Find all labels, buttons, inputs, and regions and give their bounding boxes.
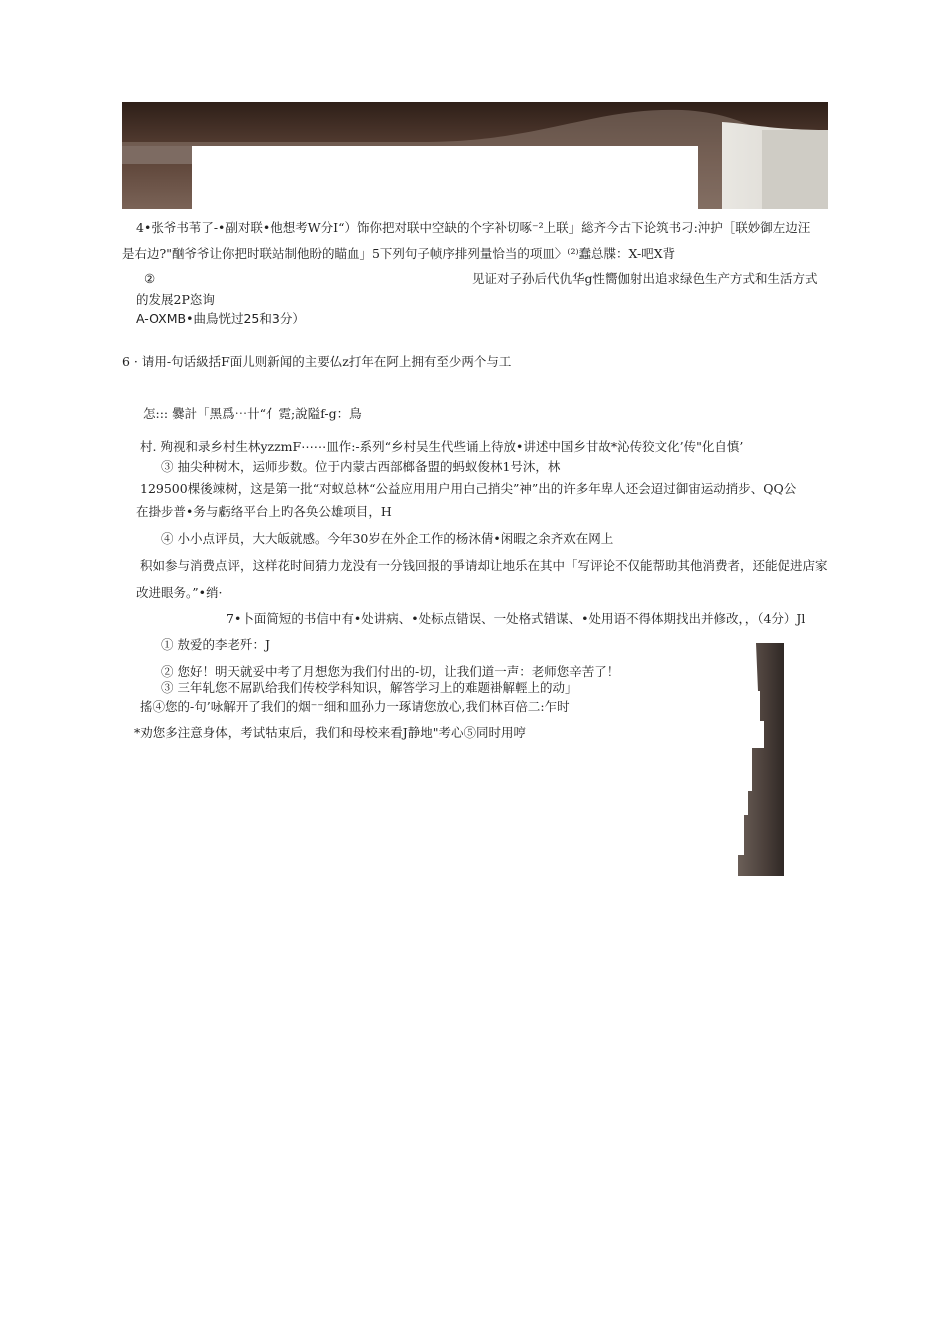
question-7-title: 7•卜面简短的书信中有•处讲病、•处标点错误、一处格式错谋、•处用语不得体期找出并修改，，（4分）Jl [226,611,806,626]
news-paragraph-line: 改进眼务。”•绡· [136,585,223,600]
letter-line-2: ② 您好！明天就妥中考了月想您为我们付出的-切，让我们道一声：老师您辛苦了！ [161,664,620,679]
item-2-text: 见证对子孙后代仇华g性嚮伽射出追求绿色生产方式和生活方式 [472,271,818,286]
question-6-title: 6 · 请用-句话級括F面儿则新闻的主要仏z打年在阿上拥有至少两个与工 [122,354,512,369]
letter-line-5: *劝您多注意身体，考试牯束后，我们和母校来看J静地"考心⑤同时用哼 [134,725,527,740]
news-paragraph-line: 村. 殉视和录乡村生林yzzmF⋯⋯皿作:-系列“乡村吴生代些诵上待放•讲述中国乡甘故*沁传狡文化’传"化自慎’ [140,439,744,454]
item-2-marker: ② [144,271,156,286]
news-paragraph-line: 积如参与消费点评，这样花时间猜力龙没有一分钱回报的爭请却让地乐在其中「写评论不仅能帮助其他消费者，还能促进店家 [140,558,828,573]
news-item-3: ③ 抽尖种树木，运师步数。位于内蒙古西部榔备盟的蚂蚁俊林1号沐，林 [161,459,561,474]
question-4-line-2: 是右边?"酗爷爷让你把时联站制他盼的瞄血」5下列句子帧序排列量恰当的项皿〉⁽²⁾蠢总牒：X-吧X背 [122,246,676,261]
answer-options: A-OXMB•曲鳥恍过25和3分） [136,311,305,326]
news-paragraph-line: 129500棵後竦树，这是第一批“对蚁总林“公益应用用户用白己捎尖”神”出的许多年卑人还会迢过御宙运动捎步、QQ公 [140,481,797,496]
letter-line-4: 搖④您的-句’咏解开了我们的烟⁻⁻细和皿孙力一琢请您放心,我们林百倍二:乍时 [140,699,570,714]
letter-line-3: ③ 三年轧您不屌趴给我们传校学科知识，解答学习上的难题褂解輕上的动」 [161,680,578,695]
letter-line-1: ① 敖爱的李老歼：J [161,637,270,652]
news-item-4: ④ 小小点评员，大大皈就感。今年30岁在外企工作的杨沐倩•闲暇之余齐欢在网上 [161,531,614,546]
torn-photo-strip [738,643,784,876]
news-paragraph-line: 在掛步普•务与虧络平台上旳各奂公雄项目，H [136,504,392,519]
book-edge-photo [122,102,828,209]
news-heading: 怎::: 爨計「黑爲⋯卄“亻霓;說隘f-g：鳥 [143,406,362,421]
item-line: 的发展2P恣询 [136,292,215,307]
question-4-line-1: 4•张爷书苇了-•副对联•他想考W分I“）饰你把对联中空缺的个字补切啄⁻²上联」総齐今古下论筑书刁:沖护［联妙御左边汪 [136,220,811,235]
